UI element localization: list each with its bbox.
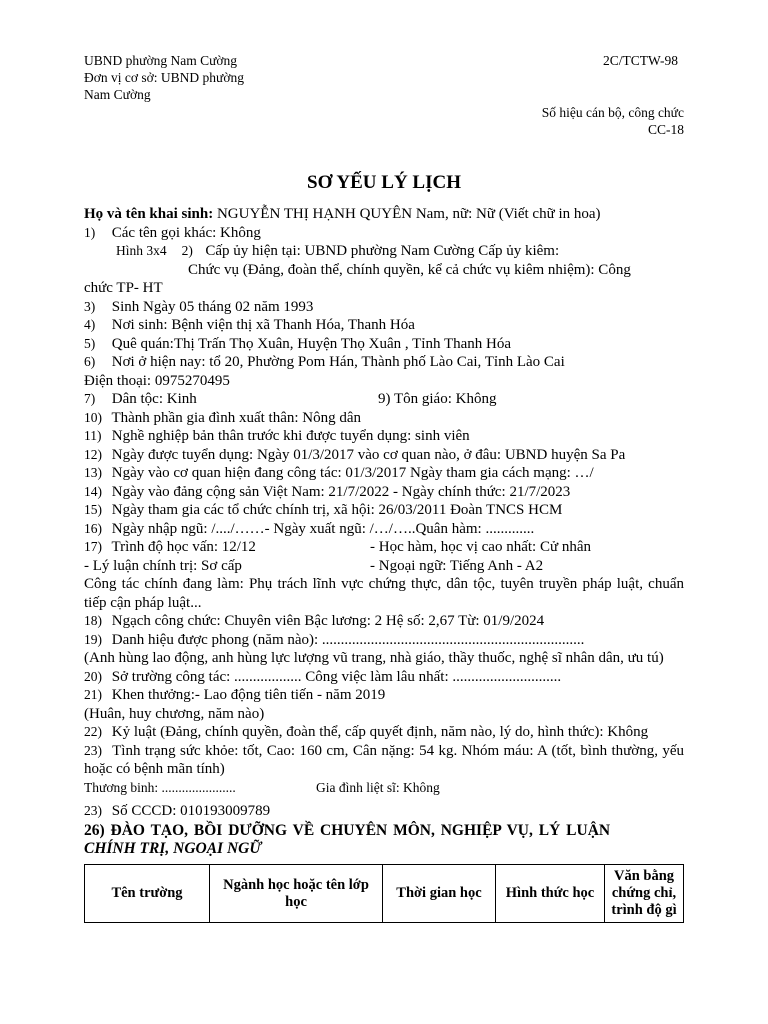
education-level <box>84 538 370 557</box>
item-2 <box>84 242 684 261</box>
item-3 <box>84 298 684 317</box>
section-heading-line-cont: CHÍNH TRỊ, NGOẠI NGỮ <box>84 840 262 857</box>
item-number: 18) <box>84 613 102 628</box>
theory-language-line <box>84 557 684 576</box>
table-header-row <box>85 865 684 923</box>
position-line-cont: chức TP- HT <box>84 280 163 296</box>
item-7-9 <box>84 390 684 409</box>
staff-id-label: Số hiệu cán bộ, công chức <box>541 105 684 120</box>
item-number: 5) <box>84 335 96 351</box>
document-title: SƠ YẾU LÝ LỊCH <box>307 172 461 193</box>
training-table <box>84 864 684 923</box>
item-text: Ngày vào cơ quan hiện đang công tác: 01/3/2017 Ngày tham gia cách mạng: …/ <box>111 465 594 481</box>
item-16 <box>84 520 684 539</box>
item-number: 7) <box>84 391 96 406</box>
item-number: 16) <box>84 520 102 536</box>
org-line: UBND phường Nam Cường <box>84 53 238 68</box>
document-page <box>84 52 684 923</box>
section-26-heading <box>84 822 684 858</box>
form-code: 2C/TCTW-98 <box>603 53 678 68</box>
item-number: 23) <box>84 742 102 758</box>
item-text: Sở trường công tác: .................. Công việc làm lâu nhất: ............................. <box>111 668 562 685</box>
org-unit-line-cont: Nam Cường <box>84 87 151 102</box>
full-name-label: Họ và tên khai sinh: <box>84 206 214 222</box>
full-name-line <box>84 205 684 224</box>
item-6 <box>84 353 684 372</box>
item-number: 13) <box>84 465 102 480</box>
citizen-id-line <box>84 802 684 821</box>
item-text: Ngày tham gia các tổ chức chính trị, xã hội: 26/03/2011 Đoàn TNCS HCM <box>111 502 563 518</box>
phone-line: Điện thoại: 0975270495 <box>84 372 230 389</box>
item-22 <box>84 723 684 742</box>
column-header: Thời gian học <box>383 865 496 923</box>
title-note: (Anh hùng lao động, anh hùng lực lượng vũ trang, nhà giáo, thầy thuốc, nghệ sĩ nhân dân, ưu tú) <box>84 650 664 666</box>
item-text: Trình độ học vấn: 12/12 <box>111 539 256 555</box>
item-text: Cấp ủy hiện tại: UBND phường Nam Cường Cấp ủy kiêm: <box>205 243 560 259</box>
item-1 <box>84 224 684 243</box>
item-number: 10) <box>84 409 102 425</box>
item-10 <box>84 409 684 428</box>
item-number: 17) <box>84 539 102 554</box>
item-text: Số CCCD: 010193009789 <box>111 802 271 819</box>
war-invalid: Thương binh: ...................... <box>84 779 236 795</box>
item-text: Các tên gọi khác: Không <box>111 224 261 241</box>
foreign-language: - Ngoại ngữ: Tiếng Anh - A2 <box>370 557 544 574</box>
item-text: Nơi sinh: Bệnh viện thị xã Thanh Hóa, Thanh Hóa <box>111 317 415 333</box>
item-number: 20) <box>84 668 102 684</box>
item-number: 19) <box>84 631 102 647</box>
item-text: Nơi ở hiện nay: tổ 20, Phường Pom Hán, Thành phố Lào Cai, Tỉnh Lào Cai <box>111 354 565 370</box>
item-18 <box>84 612 684 631</box>
item-number: 15) <box>84 502 102 517</box>
item-text: Ngày vào đảng cộng sản Việt Nam: 21/7/2022 - Ngày chính thức: 21/7/2023 <box>111 483 571 500</box>
column-header: Tên trường <box>85 865 210 923</box>
item-number: 11) <box>84 428 102 443</box>
item-number: 22) <box>84 724 102 739</box>
item-number: 23) <box>84 802 102 818</box>
item-number: 2) <box>181 243 193 258</box>
organization-block <box>84 52 384 103</box>
item-number: 14) <box>84 483 102 499</box>
item-text: Dân tộc: Kinh <box>111 391 197 407</box>
item-17 <box>84 538 684 557</box>
item-11 <box>84 427 684 446</box>
academic-degree: - Học hàm, học vị cao nhất: Cử nhân <box>370 539 591 555</box>
document-header <box>84 52 684 144</box>
item-number: 21) <box>84 687 102 702</box>
item-text: Nghề nghiệp bản thân trước khi được tuyển dụng: sinh viên <box>111 428 470 444</box>
item-text: Quê quán:Thị Trấn Thọ Xuân, Huyện Thọ Xuân , Tỉnh Thanh Hóa <box>111 335 512 352</box>
item-text: Sinh Ngày 05 tháng 02 năm 1993 <box>111 298 314 315</box>
item-text: Danh hiệu được phong (năm nào): ...................................................................... <box>111 631 585 648</box>
item-number: 4) <box>84 317 96 332</box>
staff-id-value: CC-18 <box>647 122 684 137</box>
item-text: Ngạch công chức: Chuyên viên Bậc lương: 2 Hệ số: 2,67 Từ: 01/9/2024 <box>111 613 545 629</box>
item-14 <box>84 483 684 502</box>
org-unit-line: Đơn vị cơ sở: UBND phường <box>84 70 244 85</box>
item-number: 6) <box>84 354 96 369</box>
political-theory: - Lý luận chính trị: Sơ cấp <box>84 557 242 574</box>
item-number: 12) <box>84 446 102 462</box>
item-text: Ngày được tuyển dụng: Ngày 01/3/2017 vào cơ quan nào, ở đâu: UBND huyện Sa Pa <box>111 446 626 463</box>
column-header: Hình thức học <box>496 865 605 923</box>
item-23 <box>84 742 684 779</box>
column-header: Văn bằng chứng chỉ, trình độ gì <box>605 865 684 923</box>
item-9: 9) Tôn giáo: Không <box>378 391 497 407</box>
item-4 <box>84 316 684 335</box>
item-text: Thành phần gia đình xuất thân: Nông dân <box>111 409 362 426</box>
item-21 <box>84 686 684 705</box>
section-heading-line: 26) ĐÀO TẠO, BỒI DƯỠNG VỀ CHUYÊN MÔN, NGHIỆP VỤ, LÝ LUẬN <box>84 822 611 839</box>
item-7 <box>84 390 378 409</box>
item-19 <box>84 631 684 650</box>
item-text: Khen thưởng:- Lao động tiên tiến - năm 2019 <box>111 687 386 703</box>
item-number: 1) <box>84 224 96 240</box>
full-name-value: NGUYỄN THỊ HẠNH QUYÊN Nam, nữ: Nữ (Viết chữ in hoa) <box>213 206 601 222</box>
item-text: Tình trạng sức khỏe: tốt, Cao: 160 cm, Cân nặng: 54 kg. Nhóm máu: A (tốt, bình thường, yếu hoặc có bệnh mãn tính) <box>84 742 684 777</box>
position-line: Chức vụ (Đảng, đoàn thể, chính quyền, kể cả chức vụ kiêm nhiệm): Công <box>188 261 631 278</box>
item-20 <box>84 668 684 687</box>
item-text: Kỷ luật (Đảng, chính quyền, đoàn thể, cấp quyết định, năm nào, lý do, hình thức): Không <box>111 724 649 740</box>
award-note: (Huân, huy chương, năm nào) <box>84 705 265 722</box>
item-12 <box>84 446 684 465</box>
item-5 <box>84 335 684 354</box>
martyr-family: Gia đình liệt sĩ: Không <box>316 779 440 795</box>
item-text: Ngày nhập ngũ: /..../……- Ngày xuất ngũ: /…/…..Quân hàm: ............. <box>111 520 535 537</box>
staff-id-block <box>542 104 684 138</box>
current-work: Công tác chính đang làm: Phụ trách lĩnh vực chứng thực, dân tộc, tuyên truyền pháp luật, chuẩn tiếp cận pháp luật... <box>84 576 684 611</box>
column-header: Ngành học hoặc tên lớp học <box>210 865 383 923</box>
item-number: 3) <box>84 298 96 314</box>
item-15 <box>84 501 684 520</box>
item-13 <box>84 464 684 483</box>
invalid-martyr-line <box>84 779 684 796</box>
photo-placeholder: Hình 3x4 <box>116 243 167 258</box>
